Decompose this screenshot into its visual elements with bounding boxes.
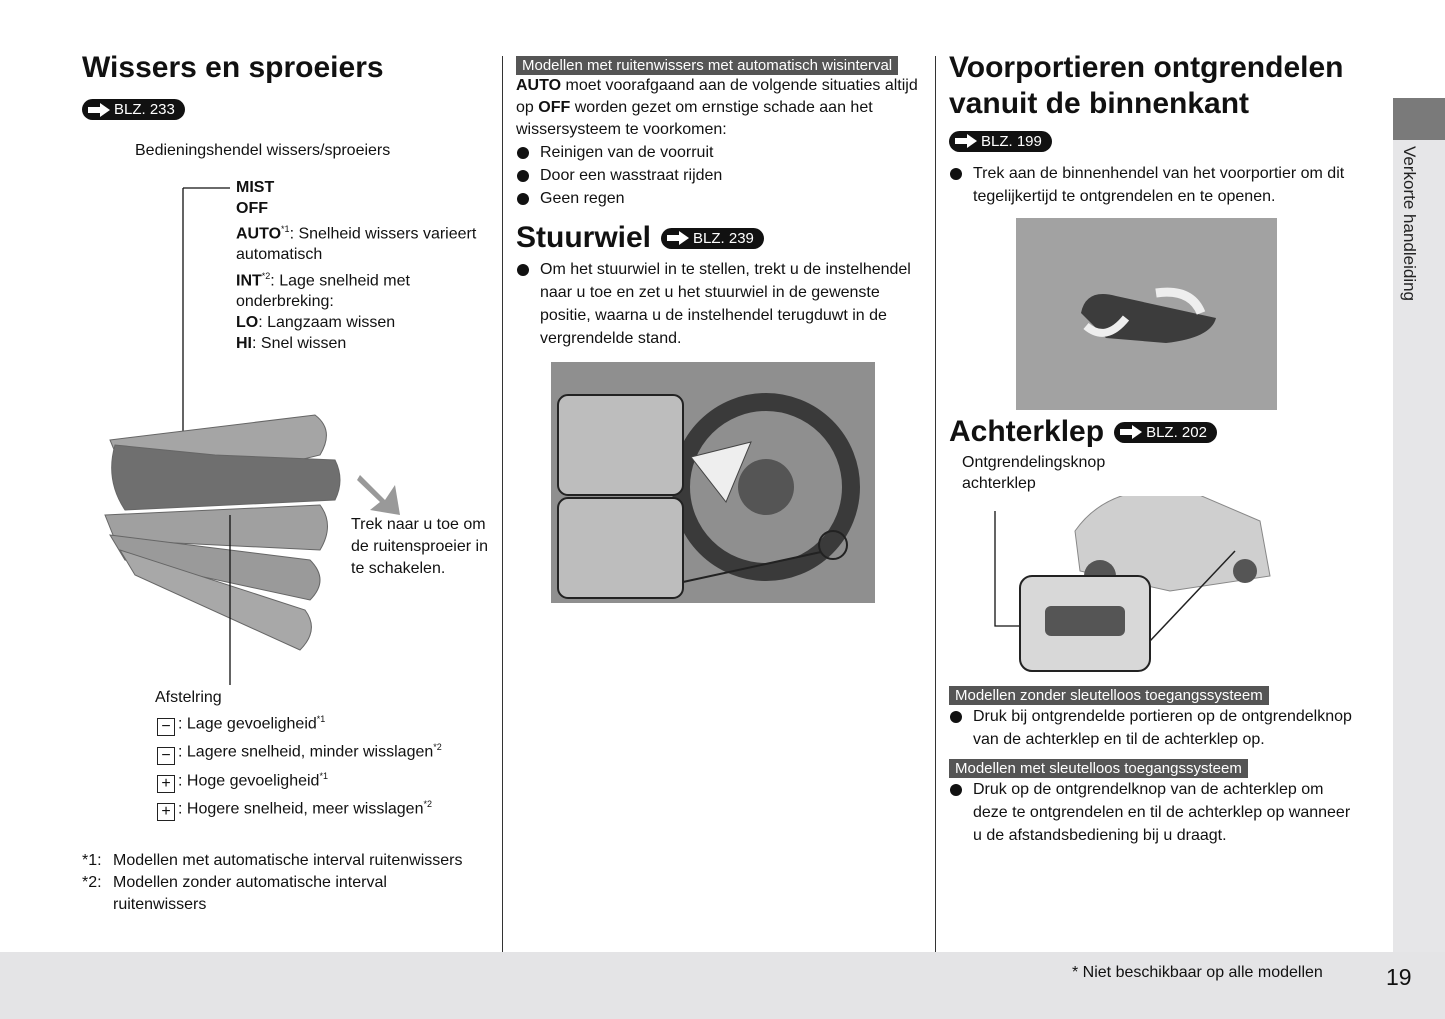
section-title: Voorportieren ontgrendelen vanuit de binnenkant BLZ. 199 bbox=[949, 51, 1344, 150]
tailgate-figure bbox=[949, 450, 1354, 682]
tailgate-bullet: Druk op de ontgrendelknop van de achterklep om deze te ontgrendelen en til de achterklep op wanneer u de afstandsbediening bij u draagt. bbox=[949, 778, 1354, 847]
sidebar-tab-marker bbox=[1393, 98, 1445, 140]
mode-lo: LO: Langzaam wissen bbox=[236, 313, 396, 331]
footer-note: * Niet beschikbaar op alle modellen bbox=[1072, 964, 1323, 981]
section-title: Wissers en sproeiers bbox=[82, 51, 384, 84]
arrow-right-icon bbox=[665, 231, 691, 245]
list-item: Door een wasstraat rijden bbox=[516, 164, 924, 187]
mode-list bbox=[236, 178, 486, 354]
middle-column bbox=[516, 56, 924, 603]
right-column bbox=[949, 50, 1354, 847]
bullet-list bbox=[516, 141, 924, 210]
minus-icon: − bbox=[157, 747, 175, 765]
ring-item: − : Lage gevoeligheid$^{*1}$ bbox=[157, 708, 497, 736]
steering-bullet: Om het stuurwiel in te stellen, trekt u de instelhendel naar u toe en zet u het stuurwiel in de gewenste positie, waarna u de instelhendel terugduwt in de vergrendelde stand. bbox=[516, 258, 924, 350]
sidebar-label: Verkorte handleiding bbox=[1400, 146, 1419, 302]
footnotes bbox=[82, 850, 482, 916]
ring-item: − : Lagere snelheid, minder wisslagen$^{*2}$ bbox=[157, 736, 497, 764]
page-ref-link[interactable]: BLZ. 233 bbox=[82, 99, 185, 120]
footer-band bbox=[0, 952, 1445, 1019]
arrow-right-icon bbox=[953, 134, 979, 148]
page-ref-link[interactable]: BLZ. 202 bbox=[1114, 422, 1217, 443]
ring-item: + : Hogere snelheid, meer wisslagen$^{*2}$ bbox=[157, 793, 497, 821]
model-tag: Modellen met ruitenwissers met automatisch wisinterval bbox=[516, 56, 898, 75]
sidebar-tab bbox=[1393, 98, 1445, 952]
footnote: *2: Modellen zonder automatische interval ruitenwissers bbox=[82, 874, 387, 913]
ring-label: Afstelring bbox=[155, 689, 222, 706]
section-title: Stuurwiel bbox=[516, 221, 652, 254]
model-tag: Modellen zonder sleutelloos toegangssysteem bbox=[949, 686, 1269, 705]
figure-caption: Bedieningshendel wissers/sproeiers bbox=[135, 142, 391, 159]
footnote: *1: Modellen met automatische interval ruitenwissers bbox=[82, 852, 463, 869]
tailgate-bullet: Druk bij ontgrendelde portieren op de ontgrendelknop van de achterklep en til de achterklep op. bbox=[949, 705, 1354, 751]
door-bullet: Trek aan de binnenhendel van het voorportier om dit tegelijkertijd te ontgrendelen en te openen. bbox=[949, 162, 1354, 208]
mode-hi: HI: Snel wissen bbox=[236, 334, 347, 352]
plus-icon: + bbox=[157, 803, 175, 821]
tailgate-illustration bbox=[990, 496, 1280, 676]
page-ref-link[interactable]: BLZ. 239 bbox=[661, 228, 764, 249]
ring-item: + : Hoge gevoeligheid$^{*1}$ bbox=[157, 765, 497, 793]
steering-wheel-image bbox=[551, 362, 875, 603]
plus-icon: + bbox=[157, 775, 175, 793]
callout-label: Ontgrendelingsknop achterklep bbox=[962, 454, 1106, 492]
list-item: Reinigen van de voorruit bbox=[516, 141, 924, 164]
arrow-right-icon bbox=[1118, 425, 1144, 439]
mode-mist: MIST bbox=[236, 179, 275, 196]
door-handle-image bbox=[1016, 218, 1277, 410]
auto-warning: AUTO moet voorafgaand aan de volgende situaties altijd op OFF worden gezet om ernstige schade aan het wissersysteem te voorkomen: bbox=[516, 77, 918, 138]
mode-auto: AUTO$^{*1}$: Snelheid wissers varieert automatisch bbox=[236, 224, 477, 264]
list-item: Geen regen bbox=[516, 187, 924, 210]
section-title: Achterklep bbox=[949, 415, 1105, 448]
page-ref-link[interactable]: BLZ. 199 bbox=[949, 131, 1052, 152]
column-divider bbox=[502, 56, 503, 952]
mode-int: INT$^{*2}$: Lage snelheid met onderbreking: bbox=[236, 271, 410, 311]
arrow-right-icon bbox=[86, 103, 112, 117]
column-divider bbox=[935, 56, 936, 952]
pull-note: Trek naar u toe om de ruitensproeier in te schakelen. bbox=[351, 516, 488, 577]
page-number: 19 bbox=[1386, 964, 1412, 990]
minus-icon: − bbox=[157, 718, 175, 736]
model-tag: Modellen met sleutelloos toegangssysteem bbox=[949, 759, 1248, 778]
pull-arrow-icon bbox=[355, 470, 405, 515]
mode-off: OFF bbox=[236, 199, 268, 217]
ring-list bbox=[157, 708, 497, 821]
